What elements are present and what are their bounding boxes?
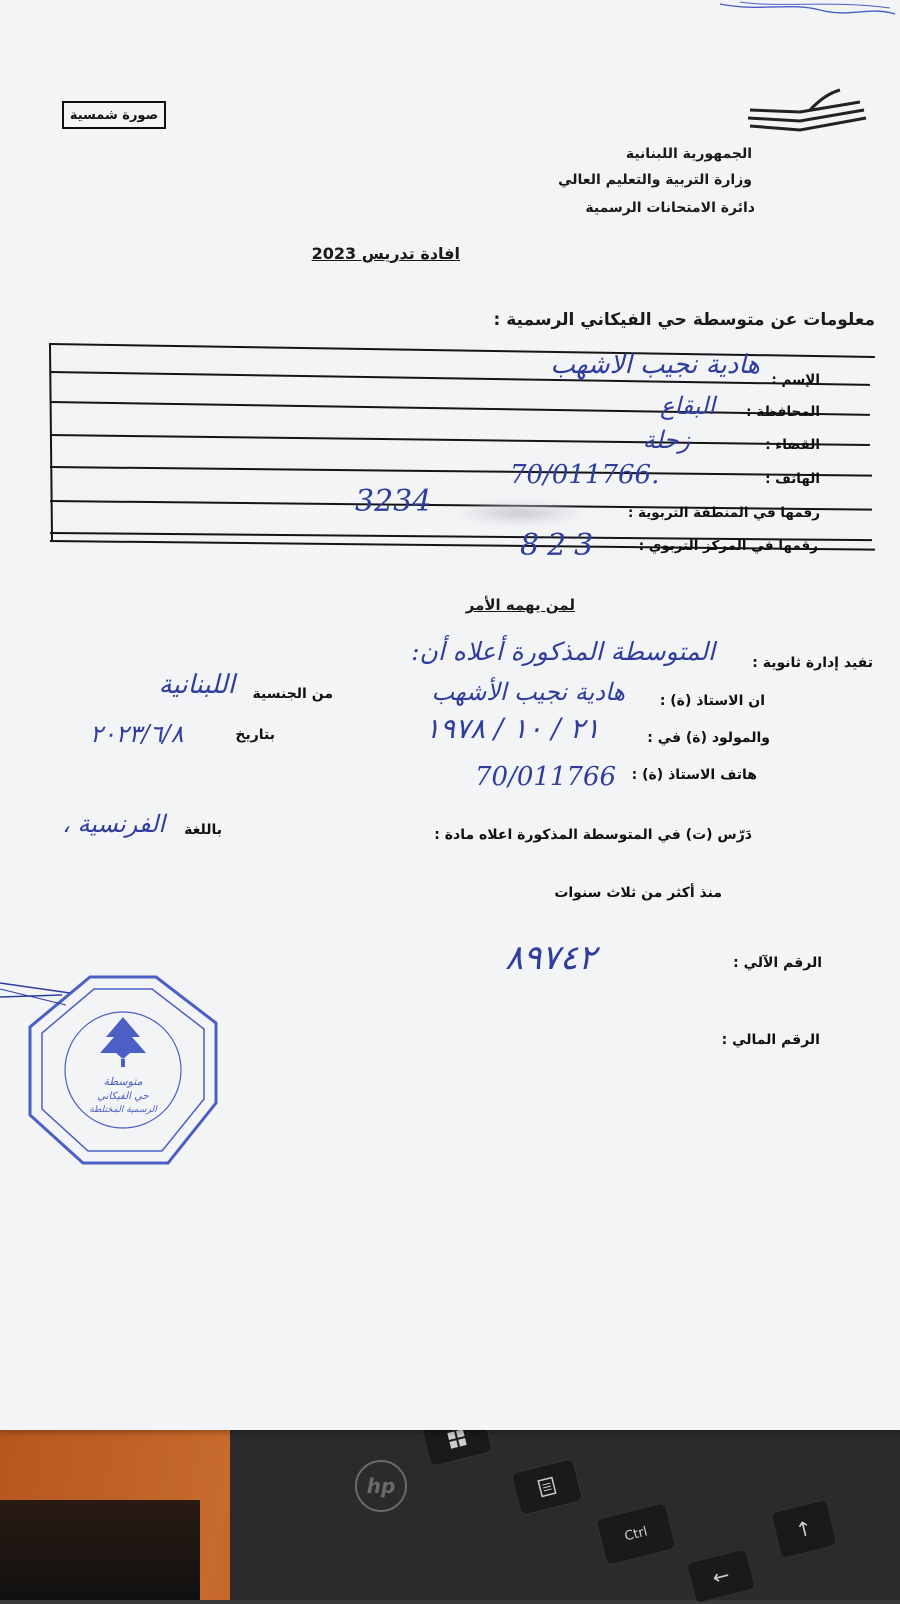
blurred-area: [455, 500, 585, 526]
date-value: ٢٠٢٣/٦/٨: [90, 720, 184, 748]
born-value: ٢١ / ١٠ / ١٩٧٨: [425, 712, 600, 745]
top-scribble: [700, 0, 900, 22]
stamp-line-2: حي الفيكاني: [97, 1091, 149, 1102]
cedar-tree-icon: [100, 1017, 146, 1067]
arrow-left-key: ←: [686, 1548, 756, 1604]
informs-label: تفيد إدارة ثانوية :: [752, 655, 873, 671]
teacher-phone-label: هاتف الاستاذ (ة) :: [631, 767, 757, 783]
desk-shadow: [0, 1500, 200, 1600]
menu-icon: [537, 1476, 557, 1497]
table-row-line: [50, 434, 870, 446]
name-value: هادية نجيب الاشهب: [550, 350, 760, 380]
center-number-label: رقمها في المركز التربوي :: [638, 538, 818, 554]
school-info-table: [50, 343, 890, 566]
ministry-book-logo: [740, 88, 870, 140]
nationality-label: من الجنسية: [252, 686, 333, 702]
hp-logo: hp: [355, 1460, 407, 1512]
taught-subject-label: دَرّس (ت) في المتوسطة المذكورة اعلاه مادة :: [434, 827, 752, 843]
auto-number-label: الرقم الآلي :: [733, 955, 822, 971]
governorate-label: المحافظة :: [746, 404, 820, 420]
stamp-line-1: متوسطة: [103, 1075, 143, 1088]
teacher-label: ان الاستاذ (ة) :: [659, 693, 765, 709]
district-label: القضاء :: [765, 437, 820, 453]
financial-number-label: الرقم المالي :: [721, 1032, 820, 1048]
arrow-up-key: ↑: [770, 1499, 838, 1560]
born-label: والمولود (ة) في :: [647, 730, 770, 746]
zone-number-value: 3234: [355, 484, 432, 519]
name-label: الإسم :: [771, 372, 820, 388]
stamp-line-3: الرسمية المختلطة: [89, 1105, 157, 1115]
teacher-value: هادية نجيب الأشهب: [431, 678, 625, 706]
ctrl-key: Ctrl: [595, 1502, 676, 1566]
document-title: افادة تدريس 2023: [311, 244, 460, 263]
center-number-value: 823: [520, 528, 602, 563]
date-label: بتاريخ: [235, 727, 275, 743]
teacher-phone-value: 70/011766: [475, 762, 617, 792]
phone-label: الهاتف :: [765, 471, 820, 487]
nationality-value: اللبنانية: [158, 670, 235, 700]
windows-icon: [446, 1428, 468, 1450]
language-label: باللغة: [184, 822, 222, 838]
zone-number-label: رقمها في المنطقة التربوية :: [627, 505, 820, 521]
republic-title: الجمهورية اللبنانية: [625, 146, 752, 162]
ministry-title: وزارة التربية والتعليم العالي: [558, 172, 752, 188]
district-value: زحلة: [642, 426, 690, 454]
auto-number-value: ٨٩٧٤٢: [505, 938, 597, 978]
photo-box: صورة شمسية: [62, 101, 166, 129]
table-row-line: [50, 466, 872, 477]
department-title: دائرة الامتحانات الرسمية: [585, 200, 755, 216]
stamp-signature-lines: [0, 975, 80, 1015]
language-value: الفرنسية ،: [62, 810, 165, 838]
since-text: منذ أكثر من ثلاث سنوات: [554, 885, 722, 901]
phone-value: 70/011766.: [510, 460, 660, 490]
section-heading: معلومات عن متوسطة حي الفيكاني الرسمية :: [493, 310, 875, 330]
governorate-value: البقاع: [660, 392, 715, 420]
informs-value: المتوسطة المذكورة أعلاه أن:: [411, 637, 715, 666]
to-whom-heading: لمن يهمه الأمر: [465, 596, 575, 614]
